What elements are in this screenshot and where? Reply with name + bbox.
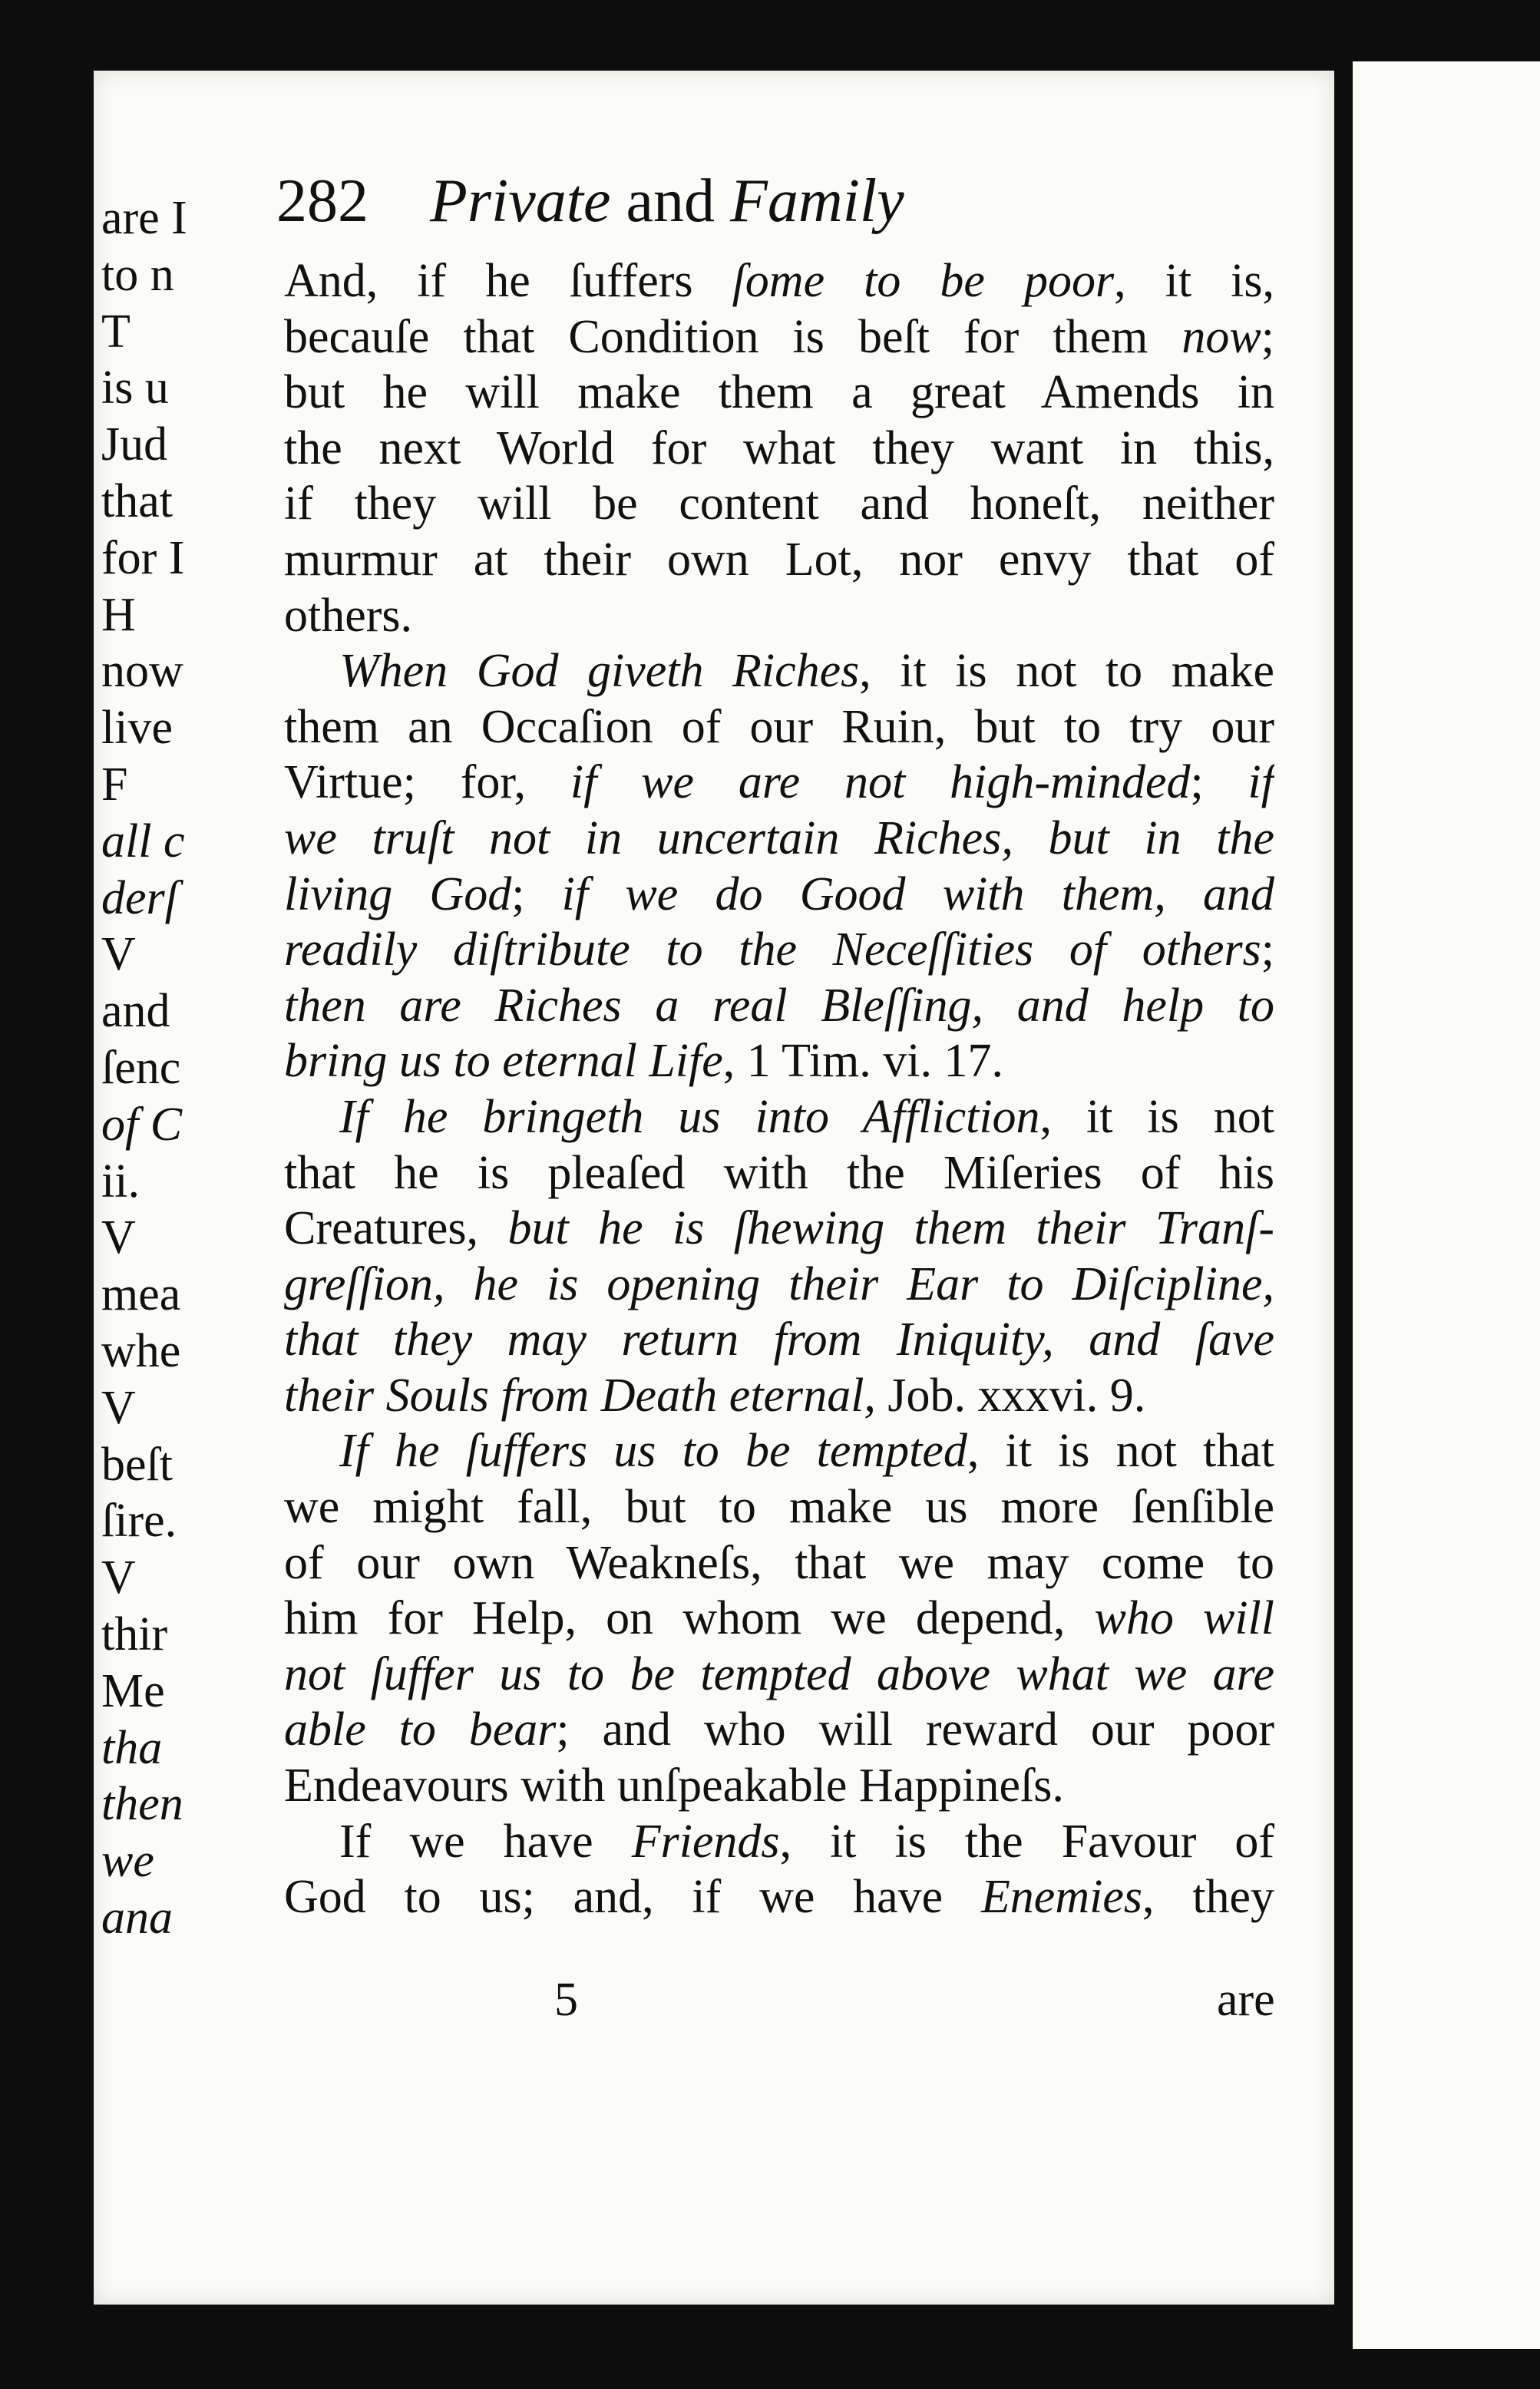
- text-line: [284, 1312, 1274, 1368]
- text-line: [284, 922, 1274, 978]
- text-line: [284, 1702, 1274, 1758]
- facing-page-fragment: and: [101, 985, 170, 1038]
- text-segment: bring us to eternal Life: [284, 1035, 723, 1088]
- running-title-word-3: Family: [729, 167, 904, 235]
- text-line: [284, 978, 1274, 1034]
- facing-page-line: [101, 643, 187, 700]
- facing-page-line: [101, 1210, 187, 1267]
- facing-page-line: [101, 1720, 187, 1777]
- text-segment: their Souls from Death eternal,: [284, 1369, 876, 1422]
- facing-page-fragment: Jud: [101, 418, 168, 471]
- facing-page-fragment: is u: [101, 362, 169, 415]
- text-segment: ;: [511, 867, 562, 920]
- facing-page-line: [101, 304, 187, 361]
- facing-page-line: [101, 1493, 187, 1550]
- facing-page-fragment: live: [101, 702, 173, 755]
- text-line: [284, 1479, 1274, 1535]
- text-line: [284, 476, 1274, 532]
- text-segment: others.: [284, 589, 413, 642]
- text-line: [284, 1145, 1274, 1201]
- text-segment: greſſion, he is opening their Ear to Diſcipline,: [284, 1257, 1274, 1310]
- text-segment: ;: [1190, 756, 1248, 809]
- facing-page-line: [101, 417, 187, 474]
- text-segment: then are Riches a real Bleſſing, and help to: [284, 979, 1274, 1032]
- facing-page-line: [101, 700, 187, 757]
- facing-page-line: [101, 983, 187, 1040]
- text-segment: now: [1181, 310, 1261, 363]
- facing-page-fragment: that: [101, 474, 173, 527]
- text-segment: Friends: [631, 1815, 780, 1868]
- text-segment: if: [1248, 756, 1274, 809]
- text-line: [284, 532, 1274, 588]
- text-segment: , 1 Tim. vi. 17.: [722, 1035, 1004, 1088]
- text-line: [284, 1201, 1274, 1257]
- facing-page-fragment: V: [101, 1211, 136, 1264]
- text-segment: that he is pleaſed with the Miſeries of his: [284, 1146, 1274, 1199]
- facing-page-line: [101, 1097, 187, 1154]
- text-segment: , it is not: [1039, 1090, 1274, 1143]
- text-line: [284, 811, 1274, 867]
- facing-page-fragment: all c: [101, 815, 185, 867]
- text-line: [284, 365, 1274, 421]
- facing-page-line: [101, 1154, 187, 1211]
- text-line: [284, 1033, 1274, 1089]
- text-line: [284, 1257, 1274, 1313]
- text-line: [284, 309, 1274, 365]
- text-line: [284, 1869, 1274, 1925]
- facing-page-fragment: of C: [101, 1098, 183, 1151]
- facing-page-line: [101, 587, 187, 644]
- text-segment: them an Occaſion of our Ruin, but to try our: [284, 700, 1274, 753]
- text-segment: if they will be content and honeſt, neither: [284, 477, 1274, 530]
- text-segment: but he is ſhewing them their Tranſ-: [507, 1202, 1274, 1255]
- facing-page-line: [101, 474, 187, 530]
- text-segment: not ſuffer us to be tempted above what we are: [284, 1647, 1274, 1700]
- facing-page-line: [101, 1890, 187, 1947]
- facing-page-fragment: thir: [101, 1608, 168, 1660]
- catchword: are: [1217, 1974, 1275, 2026]
- facing-page-fragment: are I: [101, 192, 187, 244]
- text-segment: , it is not to make: [859, 645, 1274, 698]
- text-line: [284, 588, 1274, 644]
- facing-page-fragment: tha: [101, 1721, 163, 1774]
- facing-page-line: [101, 1776, 187, 1833]
- facing-page-line: [101, 927, 187, 983]
- text-segment: If he ſuffers us to be tempted: [339, 1425, 967, 1478]
- text-line: [284, 1089, 1274, 1145]
- text-line: [284, 1368, 1274, 1424]
- facing-page-fragment: mea: [101, 1268, 181, 1321]
- text-line: [284, 643, 1274, 699]
- facing-page-fragment: whe: [101, 1324, 181, 1377]
- facing-page-fragment: ana: [101, 1891, 173, 1944]
- facing-page-line: [101, 1437, 187, 1494]
- text-segment: ;: [1261, 924, 1274, 976]
- facing-page-line: [101, 1380, 187, 1437]
- text-line: [284, 1758, 1274, 1814]
- text-line: [284, 421, 1274, 477]
- facing-page-fragment: V: [101, 928, 136, 981]
- text-segment: becauſe that Condition is beſt for them: [284, 310, 1182, 363]
- text-segment: we truſt not in uncertain Riches, but in the: [284, 811, 1274, 864]
- signature-mark: 5: [554, 1974, 578, 2026]
- facing-page-fragment: for I: [101, 531, 185, 584]
- facing-page-line: [101, 1550, 187, 1607]
- text-segment: ;: [1261, 310, 1274, 363]
- text-segment: , it is the Favour of: [779, 1815, 1274, 1868]
- facing-page-line: [101, 1267, 187, 1323]
- text-segment: , it is,: [1114, 255, 1274, 307]
- text-line: [284, 1591, 1274, 1647]
- text-segment: living God: [284, 867, 512, 920]
- facing-page-fragment: ſenc: [101, 1041, 181, 1094]
- facing-page-fragment: V: [101, 1551, 136, 1604]
- text-segment: but he will make them a great Amends in: [284, 366, 1274, 419]
- facing-page-line: [101, 247, 187, 304]
- text-segment: And, if he ſuffers: [284, 255, 732, 307]
- text-line: [284, 699, 1274, 755]
- text-segment: who will: [1094, 1592, 1274, 1645]
- facing-page-fragment: we: [101, 1835, 154, 1888]
- text-line: [284, 1423, 1274, 1479]
- text-segment: God to us; and, if we have: [284, 1871, 981, 1924]
- text-segment: able to bear: [284, 1703, 557, 1756]
- text-line: [284, 1814, 1274, 1870]
- text-segment: If he bringeth us into Affliction: [339, 1090, 1040, 1143]
- facing-page-line: [101, 530, 187, 587]
- facing-page-fragment: beſt: [101, 1438, 173, 1491]
- text-line: [284, 755, 1274, 811]
- text-segment: , they: [1142, 1871, 1274, 1924]
- page-number: 282: [276, 167, 368, 235]
- facing-page-fragment: ii.: [101, 1155, 140, 1208]
- text-segment: If we have: [339, 1815, 632, 1868]
- facing-page-fragment: H: [101, 588, 136, 641]
- text-segment: When God giveth Riches: [339, 645, 860, 698]
- facing-page-line: [101, 360, 187, 417]
- text-segment: murmur at their own Lot, nor envy that of: [284, 533, 1274, 586]
- text-segment: if we do Good with them, and: [561, 867, 1274, 920]
- facing-page-line: [101, 190, 187, 247]
- running-title-word-1: Private: [430, 167, 611, 235]
- facing-page-fragment: Me: [101, 1664, 165, 1717]
- text-line: [284, 253, 1274, 309]
- facing-page-fragment: now: [101, 645, 183, 698]
- facing-page-line: [101, 1607, 187, 1664]
- text-segment: Job. xxxvi. 9.: [875, 1369, 1146, 1422]
- text-segment: Endeavours with unſpeakable Happineſs.: [284, 1760, 1064, 1812]
- facing-page-fragment: derſ: [101, 871, 178, 924]
- facing-page-fragment: T: [101, 305, 131, 358]
- text-segment: Virtue; for,: [284, 756, 570, 809]
- facing-page-fragment: then: [101, 1778, 183, 1831]
- text-segment: Enemies: [980, 1871, 1142, 1924]
- facing-page-line: [101, 1040, 187, 1097]
- facing-page-line: [101, 757, 187, 814]
- facing-page-fragment: V: [101, 1381, 136, 1434]
- right-page: [1353, 61, 1540, 2349]
- page-header: [276, 167, 904, 235]
- text-segment: ; and who will reward our poor: [556, 1703, 1274, 1756]
- text-line: [284, 1647, 1274, 1703]
- running-title-word-2: and: [626, 167, 715, 235]
- facing-page-line: [101, 871, 187, 927]
- text-segment: if we are not high-minded: [570, 756, 1191, 809]
- text-segment: that they may return from Iniquity, and ſave: [284, 1313, 1274, 1366]
- text-segment: , it is not that: [967, 1425, 1274, 1478]
- text-segment: Creatures,: [284, 1202, 508, 1255]
- text-line: [284, 867, 1274, 923]
- text-segment: readily diſtribute to the Neceſſities of others: [284, 924, 1261, 976]
- text-segment: ſome to be poor: [732, 255, 1115, 307]
- text-segment: we might fall, but to make us more ſenſible: [284, 1481, 1274, 1534]
- facing-page-line: [101, 1833, 187, 1890]
- facing-page-fragment: to n: [101, 248, 174, 301]
- facing-page-text: [101, 190, 187, 1947]
- text-segment: him for Help, on whom we depend,: [284, 1592, 1095, 1645]
- facing-page-fragment: F: [101, 758, 128, 811]
- facing-page-fragment: ſire.: [101, 1495, 177, 1548]
- text-line: [284, 1535, 1274, 1591]
- text-segment: of our own Weakneſs, that we may come to: [284, 1536, 1274, 1589]
- text-segment: the next World for what they want in this,: [284, 421, 1274, 474]
- facing-page-line: [101, 814, 187, 871]
- facing-page-line: [101, 1664, 187, 1720]
- facing-page-line: [101, 1323, 187, 1380]
- running-title: [430, 167, 904, 235]
- body-text: [284, 253, 1274, 1925]
